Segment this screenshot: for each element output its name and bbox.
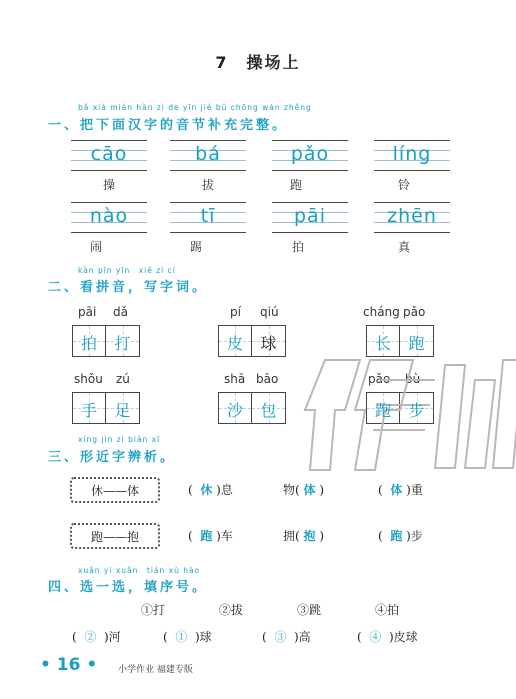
page-number: • 16 • bbox=[40, 655, 98, 675]
pinyin-grid bbox=[272, 140, 348, 170]
pinyin-grid bbox=[374, 140, 450, 170]
answer: 休 bbox=[200, 483, 213, 497]
section1-heading: 一、把下面汉字的音节补充完整。 bbox=[48, 118, 289, 133]
option: ①打 bbox=[141, 603, 166, 617]
section3-pinyin: xíng jìn zì biàn xī bbox=[78, 435, 161, 444]
grid-char: 包 bbox=[260, 401, 277, 420]
section2-heading: 二、看拼音，写字词。 bbox=[48, 280, 209, 295]
blank-suffix: 河 bbox=[108, 630, 121, 644]
blank-suffix: 球 bbox=[199, 630, 212, 644]
word-pinyin-1: pāi bbox=[78, 305, 97, 319]
blank-1: ( 休 )息 bbox=[188, 483, 233, 497]
tianzi-grid bbox=[218, 392, 286, 424]
blank-suffix: 重 bbox=[410, 483, 423, 497]
pinyin-grid bbox=[170, 202, 246, 232]
word-pinyin-1: cháng bbox=[363, 305, 400, 319]
page-title: 7 操场上 bbox=[215, 53, 301, 72]
blank-2: 物( 体 ) bbox=[283, 483, 325, 497]
hanzi-char: 跑 bbox=[289, 178, 302, 192]
word-pinyin-2: bāo bbox=[256, 372, 279, 386]
grid-char: 跑 bbox=[374, 401, 391, 420]
section1-pinyin: bǎ xià miàn hàn zì de yīn jié bǔ chōng wán zhěng bbox=[78, 103, 312, 112]
word-pinyin-1: pǎo bbox=[368, 372, 391, 386]
blank-suffix: 息 bbox=[220, 483, 233, 497]
grid-char: 手 bbox=[80, 401, 97, 420]
answer: 跑 bbox=[200, 529, 213, 543]
section4-heading: 四、选一选，填序号。 bbox=[48, 580, 209, 595]
hanzi-char: 拔 bbox=[201, 178, 214, 192]
fill-blank: ( ① )球 bbox=[163, 630, 212, 644]
section3-heading: 三、形近字辨析。 bbox=[48, 450, 177, 465]
pinyin-grid bbox=[374, 202, 450, 232]
pinyin-grid bbox=[71, 202, 147, 232]
pinyin-text: pāi bbox=[294, 205, 326, 227]
answer: ② bbox=[84, 630, 97, 644]
pinyin-grid bbox=[272, 202, 348, 232]
grid-char: 打 bbox=[114, 334, 131, 353]
word-pinyin-1: pí bbox=[230, 305, 241, 319]
hanzi-char: 真 bbox=[397, 240, 410, 254]
pinyin-grid bbox=[170, 140, 246, 170]
pinyin-text: nào bbox=[89, 205, 129, 227]
answer: ③ bbox=[274, 630, 287, 644]
pinyin-text: tī bbox=[200, 205, 216, 227]
fill-blank: ( ③ )高 bbox=[262, 630, 311, 644]
answer: 抱 bbox=[303, 529, 316, 543]
blank-3: ( 跑 )步 bbox=[378, 529, 423, 543]
pinyin-text: bá bbox=[195, 143, 221, 165]
word-pinyin-2: dǎ bbox=[113, 305, 128, 319]
blank-2: 拥( 抱 ) bbox=[283, 529, 325, 543]
option: ②拔 bbox=[219, 603, 244, 617]
answer: 跑 bbox=[390, 529, 403, 543]
blank-suffix: 高 bbox=[298, 630, 311, 644]
blank-suffix: 皮球 bbox=[393, 630, 418, 644]
grid-char: 跑 bbox=[408, 334, 425, 353]
hanzi-char: 铃 bbox=[397, 178, 410, 192]
grid-char: 长 bbox=[374, 334, 391, 353]
hanzi-char: 闹 bbox=[89, 240, 102, 254]
hanzi-char: 踢 bbox=[189, 240, 202, 254]
grid-char: 皮 bbox=[226, 334, 243, 353]
tianzi-grid bbox=[218, 325, 286, 357]
hanzi-char: 拍 bbox=[291, 240, 304, 254]
section2-pinyin: kàn pīn yīn xiě zì cí bbox=[78, 266, 176, 275]
footer-text: 小学作业 福建专版 bbox=[118, 665, 193, 675]
blank-suffix: 车 bbox=[220, 529, 233, 543]
pinyin-text: líng bbox=[392, 143, 432, 165]
word-pinyin-1: shǒu bbox=[74, 372, 103, 386]
char-pair-box: 跑——抱 bbox=[70, 523, 160, 549]
option: ④拍 bbox=[375, 603, 400, 617]
grid-char: 沙 bbox=[226, 401, 243, 420]
word-pinyin-2: zú bbox=[116, 372, 130, 386]
word-pinyin-1: shā bbox=[224, 372, 246, 386]
hanzi-char: 操 bbox=[102, 178, 115, 192]
blank-1: ( 跑 )车 bbox=[188, 529, 233, 543]
tianzi-grid bbox=[72, 392, 140, 424]
char-pair-box: 休——体 bbox=[70, 477, 160, 503]
answer: 体 bbox=[390, 483, 403, 497]
fill-blank: ( ④ )皮球 bbox=[357, 630, 418, 644]
answer: ④ bbox=[369, 630, 382, 644]
pinyin-text: pǎo bbox=[290, 143, 330, 165]
pinyin-text: zhēn bbox=[387, 205, 437, 227]
tianzi-grid bbox=[366, 325, 434, 357]
grid-char: 球 bbox=[260, 334, 277, 353]
grid-char: 拍 bbox=[80, 334, 97, 353]
pinyin-grid bbox=[71, 140, 147, 170]
grid-char: 步 bbox=[408, 401, 425, 420]
word-pinyin-2: qiú bbox=[260, 305, 279, 319]
tianzi-grid bbox=[72, 325, 140, 357]
blank-prefix: 物 bbox=[283, 483, 296, 497]
blank-prefix: 拥 bbox=[283, 529, 296, 543]
word-pinyin-2: pǎo bbox=[403, 305, 426, 319]
answer: 体 bbox=[303, 483, 316, 497]
grid-char: 足 bbox=[114, 401, 131, 420]
pinyin-text: cāo bbox=[90, 143, 128, 165]
blank-suffix: 步 bbox=[410, 529, 423, 543]
word-pinyin-2: bù bbox=[405, 372, 421, 386]
option: ③跳 bbox=[297, 603, 322, 617]
blank-3: ( 体 )重 bbox=[378, 483, 423, 497]
answer: ① bbox=[175, 630, 188, 644]
section4-pinyin: xuǎn yi xuǎn tián xù hào bbox=[78, 566, 201, 575]
fill-blank: ( ② )河 bbox=[72, 630, 121, 644]
